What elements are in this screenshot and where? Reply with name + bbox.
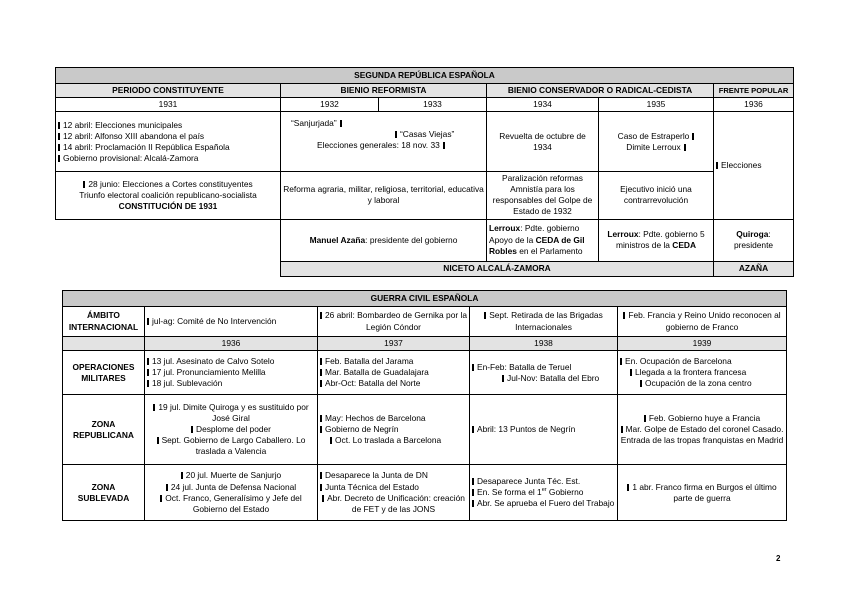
page-number: 2 xyxy=(776,554,781,563)
cell-1936-elecciones: Elecciones xyxy=(714,112,794,219)
bullet-icon xyxy=(623,312,625,319)
cell-intl-1936: jul-ag: Comité de No Intervención xyxy=(145,307,318,337)
cell-intl-1939: Feb. Francia y Reino Unido reconocen al gobierno de Franco xyxy=(618,307,787,337)
year-1934: 1934 xyxy=(487,98,599,112)
cell-intl-1938: Sept. Retirada de las Brigadas Internacionales xyxy=(470,307,618,337)
cell-1934-paralizacion: Paralización reformas Amnistía para los responsables del Golpe de Estado de 1932 xyxy=(487,172,599,219)
cell-sub-1936: 20 jul. Muerte de Sanjurjo 24 jul. Junta de Defensa Nacional Oct. Franco, Generalísimo y Jefe del Gobierno del Estado xyxy=(145,465,318,521)
presidente-azana: AZAÑA xyxy=(714,261,794,276)
gc-year-1936: 1936 xyxy=(145,337,318,351)
bullet-icon xyxy=(472,500,474,507)
cell-mil-1937: Feb. Batalla del Jarama Mar. Batalla de Guadalajara Abr-Oct: Batalla del Norte xyxy=(318,351,470,395)
bullet-icon xyxy=(644,415,646,422)
cell-rep-1938: Abril: 13 Puntos de Negrín xyxy=(470,395,618,465)
year-1932: 1932 xyxy=(281,98,379,112)
cell-mil-1936: 13 jul. Asesinato de Calvo Sotelo 17 jul. Pronunciamiento Melilla 18 jul. Sublevación xyxy=(145,351,318,395)
cell-bienio-events: “Sanjurjada” “Casas Viejas” Elecciones generales: 18 nov. 33 xyxy=(281,112,487,172)
bullet-icon xyxy=(320,312,322,319)
bullet-icon xyxy=(58,122,60,129)
period-frente-popular: FRENTE POPULAR xyxy=(714,84,794,98)
bullet-icon xyxy=(153,404,155,411)
cell-rep-1939: Feb. Gobierno huye a Francia Mar. Golpe de Estado del coronel Casado. Entrada de las tropas franquistas en Madrid xyxy=(618,395,787,465)
cell-gobierno-1935: Lerroux: Pdte. gobierno 5 ministros de la CEDA xyxy=(599,219,714,261)
row-label-militares: OPERACIONES MILITARES xyxy=(63,351,145,395)
bullet-icon xyxy=(620,358,622,365)
bullet-icon xyxy=(330,437,332,444)
cell-1931-constitucion: 28 junio: Elecciones a Cortes constituyentes Triunfo electoral coalición republicano-socialista CONSTITUCIÓN DE 1931 xyxy=(56,172,281,219)
bullet-icon xyxy=(320,369,322,376)
blank-cell xyxy=(56,261,281,276)
cell-bienio-reformas: Reforma agraria, militar, religiosa, territorial, educativa y laboral xyxy=(281,172,487,219)
year-1931: 1931 xyxy=(56,98,281,112)
bullet-icon xyxy=(83,181,85,188)
bullet-icon xyxy=(340,120,342,127)
period-constituyente: PERIODO CONSTITUYENTE xyxy=(56,84,281,98)
bullet-icon xyxy=(692,133,694,140)
cell-mil-1939: En. Ocupación de Barcelona Llegada a la frontera francesa Ocupación de la zona centro xyxy=(618,351,787,395)
gc-year-1938: 1938 xyxy=(470,337,618,351)
bullet-icon xyxy=(640,380,642,387)
bullet-icon xyxy=(191,426,193,433)
cell-rep-1936: 19 jul. Dimite Quiroga y es sustituido por José Giral Desplome del poder Sept. Gobierno de Largo Caballero. Lo traslada a Valencia xyxy=(145,395,318,465)
cell-rep-1937: May: Hechos de Barcelona Gobierno de Negrín Oct. Lo traslada a Barcelona xyxy=(318,395,470,465)
bullet-icon xyxy=(472,489,474,496)
year-1933: 1933 xyxy=(379,98,487,112)
bullet-icon xyxy=(58,155,60,162)
row-label-republicana: ZONA REPUBLICANA xyxy=(63,395,145,465)
bullet-icon xyxy=(147,380,149,387)
bullet-icon xyxy=(684,144,686,151)
gc-year-1939: 1939 xyxy=(618,337,787,351)
bullet-icon xyxy=(627,484,629,491)
bullet-icon xyxy=(320,472,322,479)
bullet-icon xyxy=(147,318,149,325)
guerra-civil-table xyxy=(62,290,787,521)
cell-1934-revuelta: Revuelta de octubre de 1934 xyxy=(487,112,599,172)
republica-table xyxy=(55,67,794,277)
republica-title: SEGUNDA REPÚBLICA ESPAÑOLA xyxy=(56,68,794,84)
bullet-icon xyxy=(472,478,474,485)
bullet-icon xyxy=(320,484,322,491)
presidente-niceto: NICETO ALCALÁ-ZAMORA xyxy=(281,261,714,276)
guerra-civil-title: GUERRA CIVIL ESPAÑOLA xyxy=(63,291,787,307)
year-1935: 1935 xyxy=(599,98,714,112)
year-1936: 1936 xyxy=(714,98,794,112)
cell-gobierno-1934: Lerroux: Pdte. gobierno Apoyo de la CEDA de Gil Robles en el Parlamento xyxy=(487,219,599,261)
row-label-sublevada: ZONA SUBLEVADA xyxy=(63,465,145,521)
cell-1935-contrarrevolucion: Ejecutivo inició una contrarrevolución xyxy=(599,172,714,219)
period-bienio-reformista: BIENIO REFORMISTA xyxy=(281,84,487,98)
bullet-icon xyxy=(181,472,183,479)
cell-gobierno-1936: Quiroga: presidente xyxy=(714,219,794,261)
cell-1931-events: 12 abril: Elecciones municipales 12 abril: Alfonso XIII abandona el país 14 abril: Proclamación II República Española Gobierno provisional: Alcalá-Zamora xyxy=(56,112,281,172)
bullet-icon xyxy=(157,437,159,444)
year-header-blank xyxy=(63,337,145,351)
bullet-icon xyxy=(472,364,474,371)
gc-year-1937: 1937 xyxy=(318,337,470,351)
bullet-icon xyxy=(160,495,162,502)
cell-intl-1937: 26 abril: Bombardeo de Gernika por la Legión Cóndor xyxy=(318,307,470,337)
bullet-icon xyxy=(147,358,149,365)
bullet-icon xyxy=(443,142,445,149)
bullet-icon xyxy=(147,369,149,376)
bullet-icon xyxy=(630,369,632,376)
row-label-internacional: ÁMBITO INTERNACIONAL xyxy=(63,307,145,337)
cell-gobierno-azana: Manuel Azaña: presidente del gobierno xyxy=(281,219,487,261)
bullet-icon xyxy=(58,133,60,140)
bullet-icon xyxy=(322,495,324,502)
bullet-icon xyxy=(320,358,322,365)
bullet-icon xyxy=(502,375,504,382)
bullet-icon xyxy=(484,312,486,319)
bullet-icon xyxy=(320,380,322,387)
cell-mil-1938: En-Feb: Batalla de Teruel Jul-Nov: Batalla del Ebro xyxy=(470,351,618,395)
cell-sub-1939: 1 abr. Franco firma en Burgos el último parte de guerra xyxy=(618,465,787,521)
bullet-icon xyxy=(320,415,322,422)
bullet-icon xyxy=(166,484,168,491)
blank-cell xyxy=(56,219,281,261)
cell-1935-estraperlo: Caso de Estraperlo Dimite Lerroux xyxy=(599,112,714,172)
bullet-icon xyxy=(395,131,397,138)
period-bienio-conservador: BIENIO CONSERVADOR O RADICAL-CEDISTA xyxy=(487,84,714,98)
bullet-icon xyxy=(621,426,623,433)
bullet-icon xyxy=(472,426,474,433)
bullet-icon xyxy=(320,426,322,433)
bullet-icon xyxy=(58,144,60,151)
cell-sub-1938: Desaparece Junta Téc. Est. En. Se forma el 1er Gobierno Abr. Se aprueba el Fuero del Trabajo xyxy=(470,465,618,521)
bullet-icon xyxy=(716,162,718,169)
cell-sub-1937: Desaparece la Junta de DN Junta Técnica del Estado Abr. Decreto de Unificación: creación de FET y de las JONS xyxy=(318,465,470,521)
